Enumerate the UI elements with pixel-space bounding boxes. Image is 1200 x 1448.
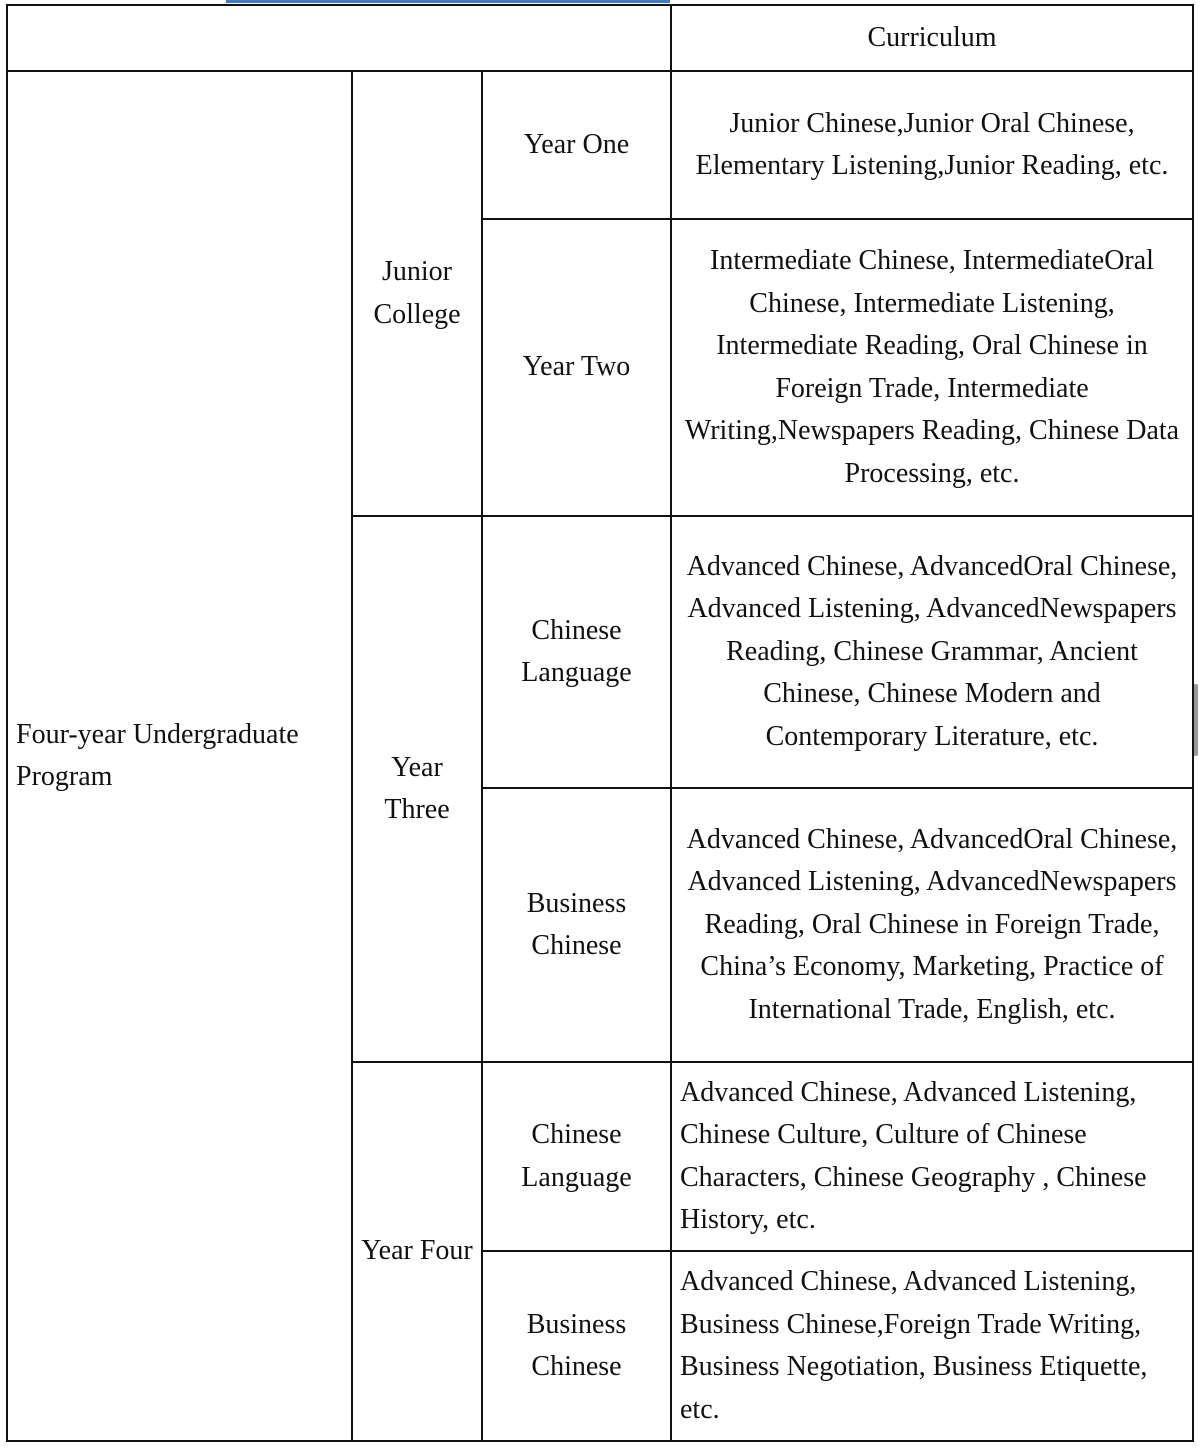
y4-chinese-language-courses: Advanced Chinese, Advanced Listening, Chinese Culture, Culture of Chinese Characters, Chinese Geography , Chinese History, etc.: [671, 1062, 1193, 1251]
table-row: [7, 71, 1193, 219]
y3-business-chinese-courses: Advanced Chinese, AdvancedOral Chinese, Advanced Listening, AdvancedNewspapers Reading, Oral Chinese in Foreign Trade, China’s Economy, Marketing, Practice of International Trade, English, etc.: [671, 788, 1193, 1062]
junior-college-cell: Junior College: [352, 71, 482, 516]
y4-business-chinese-cell: Business Chinese: [482, 1251, 671, 1441]
year-four-cell: Year Four: [352, 1062, 482, 1441]
curriculum-header: Curriculum: [671, 5, 1193, 71]
y3-chinese-language-courses: Advanced Chinese, AdvancedOral Chinese, Advanced Listening, AdvancedNewspapers Reading, Chinese Grammar, Ancient Chinese, Chinese Modern and Contemporary Literature, etc.: [671, 516, 1193, 788]
top-accent-bar: [226, 0, 670, 3]
program-cell: Four-year Undergraduate Program: [7, 71, 352, 1441]
y3-business-chinese-cell: Business Chinese: [482, 788, 671, 1062]
table-header-row: [7, 5, 1193, 71]
year-two-courses: Intermediate Chinese, IntermediateOral Chinese, Intermediate Listening, Intermediate Reading, Oral Chinese in Foreign Trade, Intermediate Writing,Newspapers Reading, Chinese Data Processing, etc.: [671, 219, 1193, 516]
y4-business-chinese-courses: Advanced Chinese, Advanced Listening, Business Chinese,Foreign Trade Writing, Business Negotiation, Business Etiquette, etc.: [671, 1251, 1193, 1441]
y4-chinese-language-cell: Chinese Language: [482, 1062, 671, 1251]
y3-chinese-language-cell: Chinese Language: [482, 516, 671, 788]
curriculum-table: [6, 4, 1194, 1442]
year-three-cell: Year Three: [352, 516, 482, 1062]
year-one-courses: Junior Chinese,Junior Oral Chinese, Elementary Listening,Junior Reading, etc.: [671, 71, 1193, 219]
year-two-cell: Year Two: [482, 219, 671, 516]
header-blank-cell: [7, 5, 671, 71]
year-one-cell: Year One: [482, 71, 671, 219]
